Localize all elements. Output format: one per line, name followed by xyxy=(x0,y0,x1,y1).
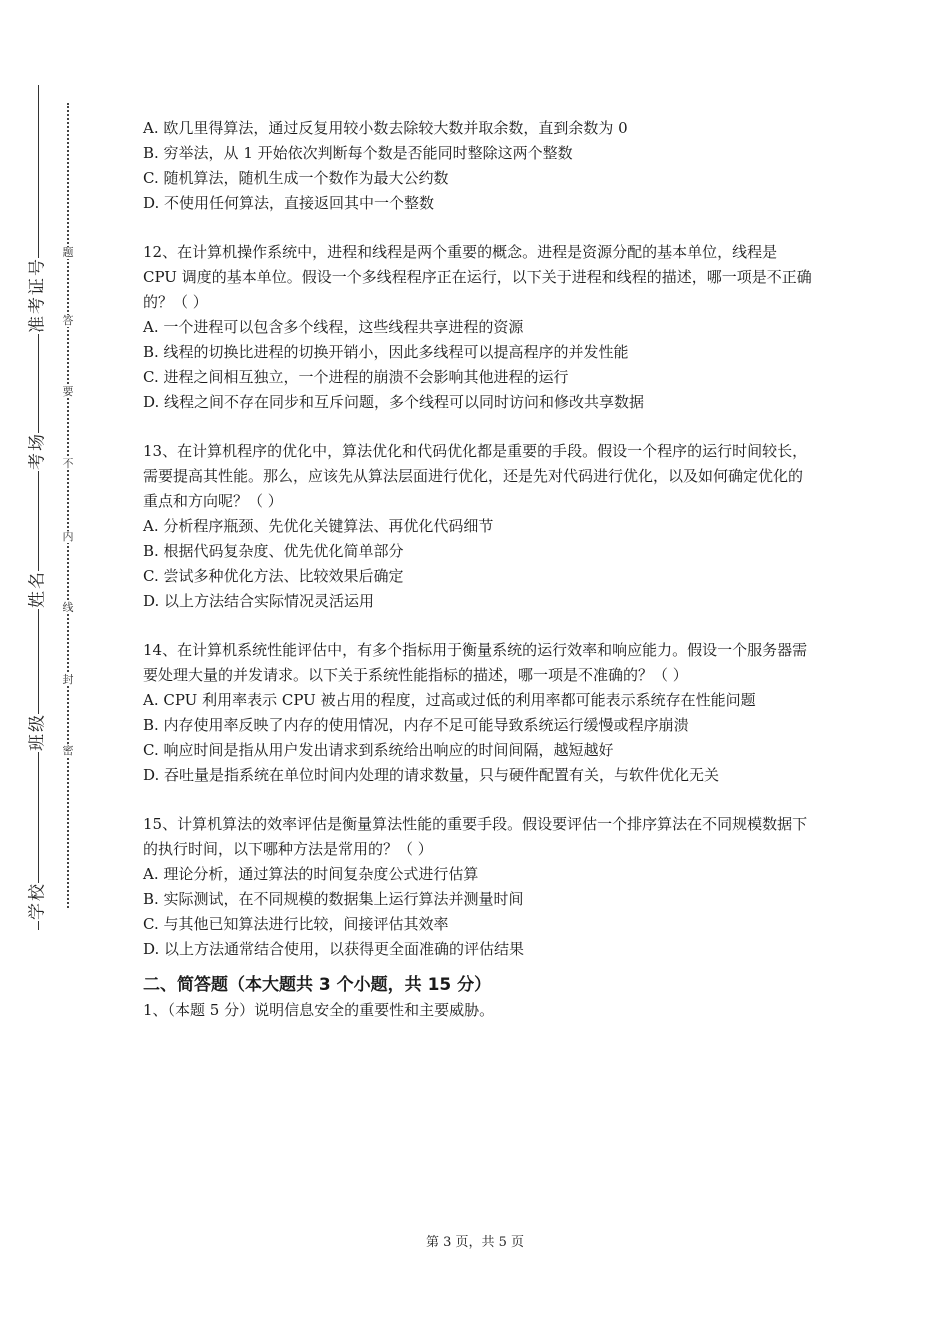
seal-char: 要 xyxy=(60,386,76,398)
question-15 xyxy=(143,812,813,962)
option-b: B. 根据代码复杂度、优先优化简单部分 xyxy=(143,542,404,560)
short-answer-question-1: 1、（本题 5 分）说明信息安全的重要性和主要威胁。 xyxy=(143,1001,495,1019)
option-a: A. 理论分析，通过算法的时间复杂度公式进行估算 xyxy=(143,865,479,883)
question-text: 13、在计算机程序的优化中，算法优化和代码优化都是重要的手段。假设一个程序的运行时间较长，需要提高其性能。那么，应该先从算法层面进行优化，还是先对代码进行优化，以及如何确定优化的重点和方向呢？（ ） xyxy=(143,442,808,510)
option-c: C. 随机算法，随机生成一个数作为最大公约数 xyxy=(143,169,449,187)
option-c: C. 进程之间相互独立，一个进程的崩溃不会影响其他进程的运行 xyxy=(143,368,569,386)
binding-solid-line xyxy=(38,85,39,930)
option-c: C. 响应时间是指从用户发出请求到系统给出响应的时间间隔，越短越好 xyxy=(143,741,614,759)
seal-char: 线 xyxy=(60,602,76,614)
question-12 xyxy=(143,240,813,415)
option-c: C. 尝试多种优化方法、比较效果后确定 xyxy=(143,567,404,585)
binding-margin xyxy=(0,0,110,1344)
question-11-options xyxy=(143,116,813,216)
option-d: D. 线程之间不存在同步和互斥问题，多个线程可以同时访问和修改共享数据 xyxy=(143,393,645,411)
question-13 xyxy=(143,439,813,614)
option-a: A. 一个进程可以包含多个线程，这些线程共享进程的资源 xyxy=(143,318,524,336)
seal-char: 答 xyxy=(60,315,76,327)
option-c: C. 与其他已知算法进行比较，间接评估其效率 xyxy=(143,915,449,933)
field-class-label: 级 班 xyxy=(24,714,52,752)
option-a: A. 分析程序瓶颈、先优化关键算法、再优化代码细节 xyxy=(143,517,494,535)
field-exam-id-label: 号 证 考 准 xyxy=(24,258,52,334)
field-school-label: 校 学 xyxy=(24,883,52,921)
field-exam-room-label: 场 考 xyxy=(24,433,52,471)
option-d: D. 以上方法通常结合使用，以获得更全面准确的评估结果 xyxy=(143,940,525,958)
exam-content xyxy=(143,116,813,1023)
seal-char: 内 xyxy=(60,531,76,543)
question-14 xyxy=(143,638,813,788)
seal-char: 封 xyxy=(60,674,76,686)
option-b: B. 实际测试，在不同规模的数据集上运行算法并测量时间 xyxy=(143,890,524,908)
option-d: D. 以上方法结合实际情况灵活运用 xyxy=(143,592,375,610)
seal-char: 不 xyxy=(60,458,76,470)
seal-char: 密 xyxy=(60,745,76,757)
option-d: D. 吞吐量是指系统在单位时间内处理的请求数量，只与硬件配置有关，与软件优化无关 xyxy=(143,766,720,784)
option-b: B. 穷举法，从 1 开始依次判断每个数是否能同时整除这两个整数 xyxy=(143,144,573,162)
question-text: 12、在计算机操作系统中，进程和线程是两个重要的概念。进程是资源分配的基本单位，线程是 CPU 调度的基本单位。假设一个多线程程序正在运行，以下关于进程和线程的描述，哪一项是不正确的？（ ） xyxy=(143,243,812,311)
question-text: 15、计算机算法的效率评估是衡量算法性能的重要手段。假设要评估一个排序算法在不同规模数据下的执行时间，以下哪种方法是常用的？（ ） xyxy=(143,815,808,858)
option-b: B. 内存使用率反映了内存的使用情况，内存不足可能导致系统运行缓慢或程序崩溃 xyxy=(143,716,689,734)
question-text: 14、在计算机系统性能评估中，有多个指标用于衡量系统的运行效率和响应能力。假设一个服务器需要处理大量的并发请求。以下关于系统性能指标的描述，哪一项是不准确的？（ ） xyxy=(143,641,808,684)
section-title: 二、简答题（本大题共 3 个小题，共 15 分） xyxy=(143,975,492,995)
option-a: A. 欧几里得算法，通过反复用较小数去除较大数并取余数，直到余数为 0 xyxy=(143,119,628,137)
option-a: A. CPU 利用率表示 CPU 被占用的程度，过高或过低的利用率都可能表示系统存在性能问题 xyxy=(143,691,756,709)
seal-char: 题 xyxy=(60,247,76,259)
page-number: 第 3 页，共 5 页 xyxy=(425,1235,525,1250)
seal-dotted-line xyxy=(67,103,69,908)
field-name-label: 名 姓 xyxy=(24,571,52,609)
option-d: D. 不使用任何算法，直接返回其中一个整数 xyxy=(143,194,435,212)
option-b: B. 线程的切换比进程的切换开销小，因此多线程可以提高程序的并发性能 xyxy=(143,343,629,361)
